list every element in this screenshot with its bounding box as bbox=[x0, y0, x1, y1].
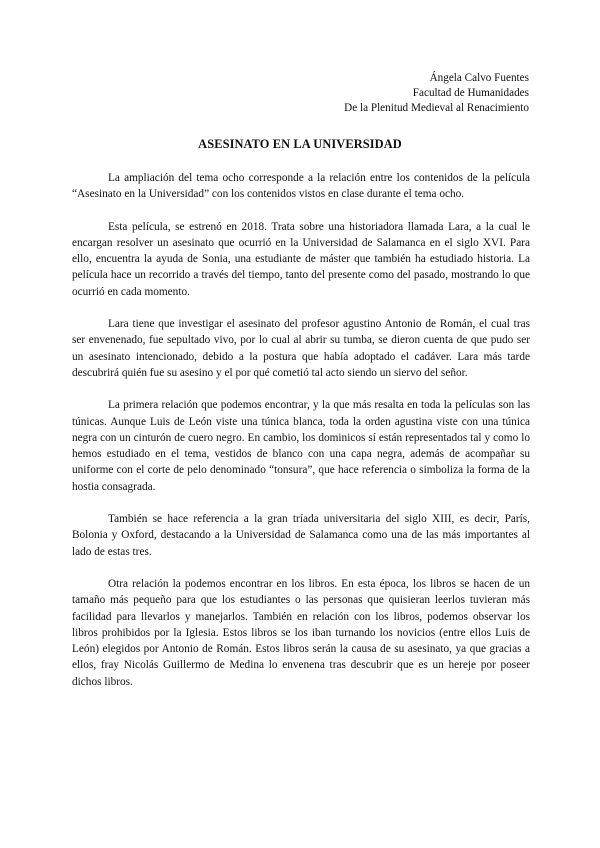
paragraph: Esta película, se estrenó en 2018. Trata sobre una historiadora llamada Lara, a la cual le encargan resolver un asesinato que ocurrió en la Universidad de Salamanca en el siglo XVI. Para ello, encuentra la ayuda de Sonia, una estudiante de máster que también ha estudiado historia. La película hace un recorrido a través del tiempo, tanto del presente como del pasado, mostrando lo que ocurrió en cada momento. bbox=[72, 220, 530, 298]
document-body bbox=[72, 170, 530, 706]
paragraph: También se hace referencia a la gran tríada universitaria del siglo XIII, es decir, París, Bolonia y Oxford, destacando a la Universidad de Salamanca como una de las más importantes al lado de estas tres. bbox=[72, 513, 530, 558]
paragraph: La primera relación que podemos encontrar, y la que más resalta en toda la películas son las túnicas. Aunque Luis de León viste una túnica blanca, toda la orden agustina viste con una túnica negra con un cinturón de cuero negro. En cambio, los dominicos sí están representados tal y como lo hemos estudiado en el tema, vestidos de blanco con una capa negra, además de acompañar su uniforme con el corte de pelo denominado “tonsura”, que hace referencia o simboliza la forma de la hostia consagrada. bbox=[72, 399, 530, 493]
author-name: Ángela Calvo Fuentes bbox=[429, 72, 529, 84]
paragraph: Lara tiene que investigar el asesinato del profesor agustino Antonio de Román, el cual tras ser envenenado, fue sepultado vivo, por lo cual al abrir su tumba, se dieron cuenta de que pudo ser un asesinato intencionado, debido a la postura que había adoptado el cadáver. Lara más tarde descubrirá quién fue su asesino y el por qué cometió tal acto siendo un siervo del señor. bbox=[72, 318, 530, 379]
document-header bbox=[344, 71, 529, 116]
paragraph: Otra relación la podemos encontrar en los libros. En esta época, los libros se hacen de un tamaño más pequeño para que los estudiantes o las personas que quisieran leerlos tuvieran más facilidad para llevarlos y manejarlos. También en relación con los libros, podemos observar los libros prohibidos por la Iglesia. Estos libros se los iban turnando los novicios (entre ellos Luis de León) elegidos por Antonio de Román. Estos libros serán la causa de su asesinato, ya que gracias a ellos, fray Nicolás Guillermo de Medina lo envenena tras descubrir que es un hereje por poseer dichos libros. bbox=[72, 577, 530, 688]
course-name: De la Plenitud Medieval al Renacimiento bbox=[344, 102, 529, 114]
faculty-name: Facultad de Humanidades bbox=[412, 87, 529, 99]
document-title: ASESINATO EN LA UNIVERSIDAD bbox=[198, 137, 402, 151]
paragraph: La ampliación del tema ocho corresponde a la relación entre los contenidos de la película “Asesinato en la Universidad” con los contenidos vistos en clase durante el tema ocho. bbox=[72, 172, 530, 201]
